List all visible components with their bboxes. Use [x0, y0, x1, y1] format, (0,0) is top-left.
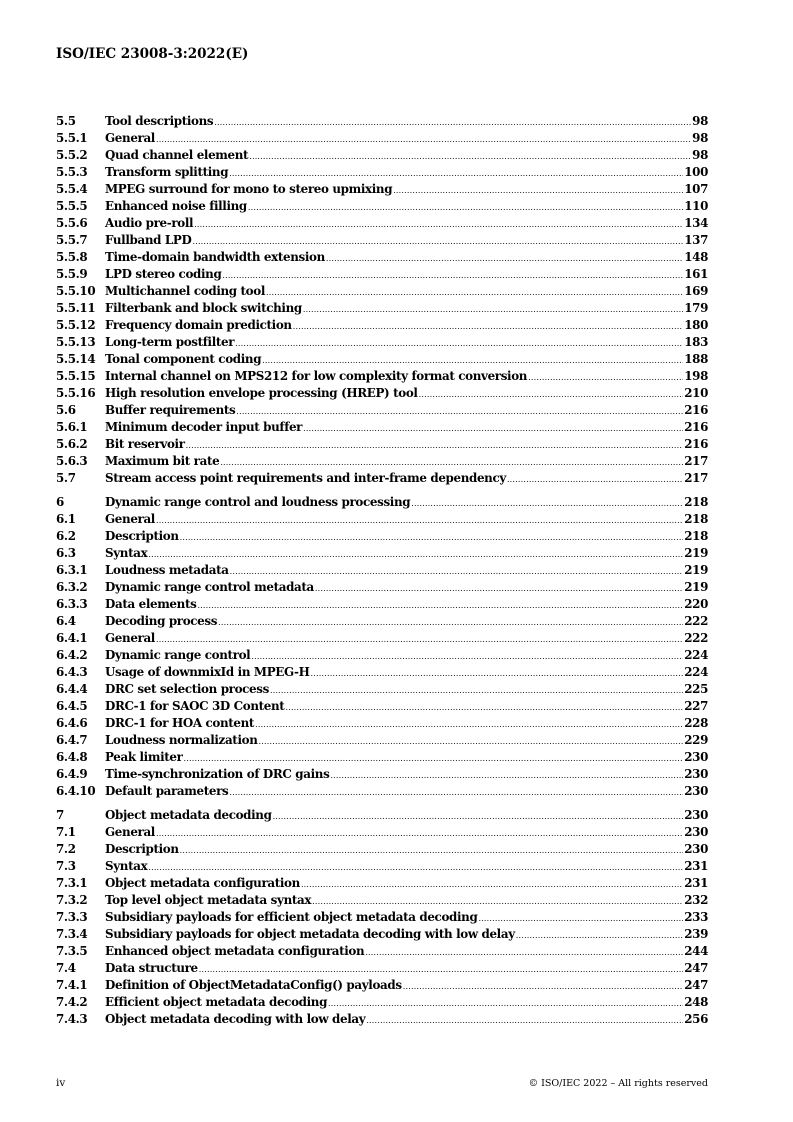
toc-entry-number: 6.4.10	[56, 784, 96, 798]
toc-entry-page: 216	[684, 420, 708, 434]
toc-entry-number: 5.5.1	[56, 131, 88, 145]
toc-entry-title: Internal channel on MPS212 for low complexity format conversion	[105, 369, 528, 383]
toc-entry[interactable]	[56, 579, 708, 596]
toc-entry-title: Filterbank and block switching	[105, 301, 302, 315]
toc-entry-number: 6	[56, 495, 64, 509]
toc-dot-leader	[478, 910, 683, 927]
toc-entry-title: Audio pre-roll	[105, 216, 194, 230]
toc-entry-page: 216	[684, 403, 708, 417]
toc-entry[interactable]	[56, 943, 708, 960]
toc-entry-number: 6.2	[56, 529, 76, 543]
toc-entry-page: 180	[684, 318, 708, 332]
toc-entry-page: 219	[684, 546, 708, 560]
toc-entry-page: 218	[684, 529, 708, 543]
toc-entry-title: MPEG surround for mono to stereo upmixing	[105, 182, 393, 196]
toc-entry-page: 231	[684, 876, 708, 890]
toc-entry-title: General	[105, 131, 155, 145]
toc-entry-title: Usage of downmixId in MPEG-H	[105, 665, 310, 679]
toc-dot-leader	[516, 927, 683, 944]
toc-entry-title: Definition of ObjectMetadataConfig() payloads	[105, 978, 402, 992]
toc-dot-leader	[229, 784, 683, 801]
toc-entry-page: 224	[684, 648, 708, 662]
toc-entry-number: 7.3	[56, 859, 76, 873]
toc-entry-number: 6.1	[56, 512, 76, 526]
toc-entry-page: 227	[684, 699, 708, 713]
toc-entry-number: 6.3.2	[56, 580, 88, 594]
toc-entry-title: Syntax	[105, 859, 148, 873]
toc-dot-leader	[411, 495, 683, 512]
toc-dot-leader	[148, 859, 683, 876]
toc-dot-leader	[194, 216, 683, 233]
toc-entry-number: 5.5.8	[56, 250, 88, 264]
toc-entry-title: General	[105, 825, 155, 839]
toc-dot-leader	[197, 597, 683, 614]
toc-entry[interactable]	[56, 994, 708, 1011]
toc-entry-title: Dynamic range control and loudness processing	[105, 495, 411, 509]
toc-entry[interactable]	[56, 511, 708, 528]
toc-entry-number: 5.6	[56, 403, 76, 417]
toc-entry-number: 7.3.5	[56, 944, 88, 958]
page-number: iv	[56, 1077, 66, 1089]
toc-entry-page: 210	[684, 386, 708, 400]
toc-entry-number: 7.2	[56, 842, 76, 856]
toc-entry[interactable]	[56, 453, 708, 470]
toc-entry-title: DRC-1 for SAOC 3D Content	[105, 699, 285, 713]
toc-dot-leader	[214, 114, 691, 131]
toc-entry-page: 231	[684, 859, 708, 873]
toc-entry[interactable]	[56, 807, 708, 824]
toc-dot-leader	[270, 682, 683, 699]
toc-entry-page: 230	[684, 750, 708, 764]
toc-dot-leader	[303, 301, 683, 318]
toc-dot-leader	[365, 944, 683, 961]
toc-entry-page: 230	[684, 825, 708, 839]
toc-entry[interactable]	[56, 732, 708, 749]
toc-entry[interactable]	[56, 647, 708, 664]
toc-entry[interactable]	[56, 130, 708, 147]
toc-entry-title: Minimum decoder input buffer	[105, 420, 303, 434]
toc-entry-number: 7	[56, 808, 64, 822]
toc-entry-page: 107	[684, 182, 708, 196]
toc-entry[interactable]	[56, 436, 708, 453]
toc-entry[interactable]	[56, 494, 708, 511]
toc-dot-leader	[312, 893, 683, 910]
toc-entry-number: 6.4.5	[56, 699, 88, 713]
toc-entry-title: Multichannel coding tool	[105, 284, 266, 298]
toc-entry[interactable]	[56, 385, 708, 402]
toc-entry-title: Top level object metadata syntax	[105, 893, 312, 907]
toc-entry-number: 5.5.15	[56, 369, 96, 383]
toc-entry-title: LPD stereo coding	[105, 267, 222, 281]
toc-entry-number: 7.4.1	[56, 978, 88, 992]
toc-entry[interactable]	[56, 402, 708, 419]
toc-dot-leader	[156, 825, 683, 842]
toc-entry-title: Maximum bit rate	[105, 454, 220, 468]
toc-dot-leader	[235, 335, 683, 352]
toc-dot-leader	[222, 267, 683, 284]
toc-entry-title: Bit reservoir	[105, 437, 185, 451]
toc-dot-leader	[148, 546, 683, 563]
toc-dot-leader	[273, 808, 684, 825]
toc-entry-page: 218	[684, 495, 708, 509]
toc-entry-title: Dynamic range control metadata	[105, 580, 314, 594]
toc-entry-number: 7.3.2	[56, 893, 88, 907]
toc-entry[interactable]	[56, 232, 708, 249]
toc-dot-leader	[393, 182, 683, 199]
toc-dot-leader	[301, 876, 683, 893]
toc-entry[interactable]	[56, 147, 708, 164]
toc-dot-leader	[330, 767, 683, 784]
toc-entry[interactable]	[56, 198, 708, 215]
toc-entry-page: 222	[684, 631, 708, 645]
toc-dot-leader	[326, 250, 683, 267]
toc-dot-leader	[156, 631, 683, 648]
toc-entry-number: 6.4.8	[56, 750, 88, 764]
toc-entry[interactable]	[56, 317, 708, 334]
toc-entry[interactable]	[56, 858, 708, 875]
toc-dot-leader	[262, 352, 683, 369]
toc-entry-number: 7.3.3	[56, 910, 88, 924]
toc-entry-page: 169	[684, 284, 708, 298]
toc-entry-title: Stream access point requirements and inter-frame dependency	[105, 471, 506, 485]
toc-dot-leader	[248, 199, 683, 216]
toc-entry-title: Description	[105, 529, 179, 543]
toc-entry[interactable]	[56, 266, 708, 283]
toc-entry-title: Loudness metadata	[105, 563, 229, 577]
toc-entry-title: Enhanced noise filling	[105, 199, 247, 213]
toc-entry-number: 6.4.7	[56, 733, 88, 747]
toc-dot-leader	[293, 318, 684, 335]
toc-entry-page: 229	[684, 733, 708, 747]
toc-entry-number: 5.5.2	[56, 148, 88, 162]
toc-entry-number: 6.3.1	[56, 563, 88, 577]
toc-entry-number: 6.4	[56, 614, 76, 628]
toc-entry-page: 217	[684, 471, 708, 485]
toc-entry[interactable]	[56, 875, 708, 892]
toc-entry-page: 224	[684, 665, 708, 679]
toc-dot-leader	[156, 131, 691, 148]
toc-entry[interactable]	[56, 419, 708, 436]
toc-entry-number: 5.5.11	[56, 301, 96, 315]
toc-entry-number: 6.4.2	[56, 648, 88, 662]
toc-entry-number: 5.6.3	[56, 454, 88, 468]
toc-dot-leader	[180, 529, 684, 546]
toc-entry-page: 198	[684, 369, 708, 383]
toc-dot-leader	[507, 471, 683, 488]
toc-entry-number: 5.5.6	[56, 216, 88, 230]
toc-entry-title: Subsidiary payloads for object metadata decoding with low delay	[105, 927, 515, 941]
toc-entry-page: 247	[684, 978, 708, 992]
toc-entry-number: 6.4.9	[56, 767, 88, 781]
toc-entry-title: Time-domain bandwidth extension	[105, 250, 325, 264]
toc-entry-number: 5.5.5	[56, 199, 88, 213]
toc-dot-leader	[186, 437, 684, 454]
toc-section-group	[56, 494, 708, 800]
toc-entry[interactable]	[56, 283, 708, 300]
page-footer	[56, 1077, 708, 1089]
toc-entry[interactable]	[56, 749, 708, 766]
toc-entry-page: 216	[684, 437, 708, 451]
toc-entry-title: DRC-1 for HOA content	[105, 716, 255, 730]
toc-entry-title: Time-synchronization of DRC gains	[105, 767, 330, 781]
toc-entry-page: 232	[684, 893, 708, 907]
toc-entry-title: Enhanced object metadata configuration	[105, 944, 365, 958]
toc-entry[interactable]	[56, 783, 708, 800]
toc-section-group	[56, 113, 708, 487]
toc-entry-title: Fullband LPD	[105, 233, 192, 247]
toc-entry-page: 110	[684, 199, 708, 213]
toc-entry[interactable]	[56, 562, 708, 579]
toc-entry-page: 222	[684, 614, 708, 628]
toc-dot-leader	[255, 716, 683, 733]
toc-entry-number: 7.4.3	[56, 1012, 88, 1026]
toc-entry-number: 6.4.3	[56, 665, 88, 679]
toc-entry-page: 230	[684, 784, 708, 798]
toc-entry[interactable]	[56, 766, 708, 783]
toc-entry-page: 248	[684, 995, 708, 1009]
toc-dot-leader	[249, 148, 691, 165]
toc-entry-page: 244	[684, 944, 708, 958]
toc-entry[interactable]	[56, 613, 708, 630]
toc-entry-page: 219	[684, 580, 708, 594]
toc-entry-number: 5.7	[56, 471, 76, 485]
copyright-notice: © ISO/IEC 2022 – All rights reserved	[528, 1078, 708, 1089]
toc-section-group	[56, 807, 708, 1028]
toc-entry[interactable]	[56, 215, 708, 232]
toc-entry-title: DRC set selection process	[105, 682, 269, 696]
toc-dot-leader	[230, 563, 684, 580]
toc-entry[interactable]	[56, 334, 708, 351]
table-of-contents	[56, 113, 708, 1028]
toc-dot-leader	[285, 699, 683, 716]
toc-dot-leader	[328, 995, 683, 1012]
toc-entry[interactable]	[56, 1011, 708, 1028]
toc-entry-number: 5.5.14	[56, 352, 96, 366]
toc-entry-number: 6.3.3	[56, 597, 88, 611]
toc-entry[interactable]	[56, 545, 708, 562]
toc-entry[interactable]	[56, 368, 708, 385]
toc-entry-page: 98	[692, 131, 708, 145]
toc-entry-title: Data structure	[105, 961, 198, 975]
toc-entry-title: Subsidiary payloads for efficient object metadata decoding	[105, 910, 478, 924]
toc-dot-leader	[199, 961, 683, 978]
toc-entry-page: 239	[684, 927, 708, 941]
toc-entry-title: Default parameters	[105, 784, 229, 798]
toc-entry-title: Efficient object metadata decoding	[105, 995, 328, 1009]
toc-entry-page: 179	[684, 301, 708, 315]
toc-entry-page: 134	[684, 216, 708, 230]
toc-entry-title: Loudness normalization	[105, 733, 258, 747]
toc-entry[interactable]	[56, 181, 708, 198]
toc-entry-title: Transform splitting	[105, 165, 229, 179]
toc-entry-number: 5.6.1	[56, 420, 88, 434]
toc-entry[interactable]	[56, 681, 708, 698]
toc-dot-leader	[528, 369, 683, 386]
toc-entry-page: 225	[684, 682, 708, 696]
toc-entry-number: 5.5.10	[56, 284, 96, 298]
toc-entry-page: 256	[684, 1012, 708, 1026]
toc-entry-page: 183	[684, 335, 708, 349]
toc-entry[interactable]	[56, 824, 708, 841]
toc-entry-number: 5.5	[56, 114, 76, 128]
toc-entry[interactable]	[56, 715, 708, 732]
toc-dot-leader	[303, 420, 683, 437]
toc-entry[interactable]	[56, 164, 708, 181]
toc-dot-leader	[315, 580, 683, 597]
toc-entry-title: Dynamic range control	[105, 648, 251, 662]
toc-entry-page: 98	[692, 148, 708, 162]
toc-entry-title: Data elements	[105, 597, 197, 611]
toc-dot-leader	[366, 1012, 683, 1029]
toc-entry-page: 98	[692, 114, 708, 128]
toc-entry[interactable]	[56, 960, 708, 977]
toc-entry-number: 5.5.9	[56, 267, 88, 281]
toc-entry-number: 5.5.4	[56, 182, 88, 196]
toc-dot-leader	[259, 733, 684, 750]
toc-entry-page: 218	[684, 512, 708, 526]
toc-entry-number: 6.4.1	[56, 631, 88, 645]
toc-entry-page: 217	[684, 454, 708, 468]
toc-entry-number: 5.5.16	[56, 386, 96, 400]
toc-dot-leader	[419, 386, 684, 403]
toc-dot-leader	[229, 165, 683, 182]
toc-dot-leader	[156, 512, 683, 529]
toc-entry-page: 220	[684, 597, 708, 611]
toc-entry[interactable]	[56, 249, 708, 266]
toc-dot-leader	[251, 648, 683, 665]
toc-entry-title: High resolution envelope processing (HREP) tool	[105, 386, 418, 400]
toc-entry-number: 6.3	[56, 546, 76, 560]
toc-entry-title: Tool descriptions	[105, 114, 214, 128]
toc-entry[interactable]	[56, 630, 708, 647]
toc-entry-page: 230	[684, 808, 708, 822]
toc-entry-title: Tonal component coding	[105, 352, 262, 366]
toc-entry-page: 230	[684, 767, 708, 781]
toc-entry-number: 7.4	[56, 961, 76, 975]
toc-entry-title: Syntax	[105, 546, 148, 560]
toc-dot-leader	[184, 750, 684, 767]
toc-entry-number: 5.6.2	[56, 437, 88, 451]
toc-entry[interactable]	[56, 841, 708, 858]
toc-entry[interactable]	[56, 926, 708, 943]
toc-entry-title: Long-term postfilter	[105, 335, 235, 349]
toc-dot-leader	[180, 842, 684, 859]
toc-entry-number: 6.4.4	[56, 682, 88, 696]
toc-entry-number: 7.4.2	[56, 995, 88, 1009]
toc-entry-title: Object metadata decoding	[105, 808, 272, 822]
toc-entry-title: General	[105, 512, 155, 526]
toc-entry-title: Buffer requirements	[105, 403, 236, 417]
toc-entry-title: Description	[105, 842, 179, 856]
toc-entry[interactable]	[56, 351, 708, 368]
toc-dot-leader	[403, 978, 684, 995]
toc-dot-leader	[192, 233, 683, 250]
toc-dot-leader	[236, 403, 683, 420]
toc-entry-page: 228	[684, 716, 708, 730]
toc-entry-page: 137	[684, 233, 708, 247]
toc-entry[interactable]	[56, 977, 708, 994]
toc-entry-number: 7.3.4	[56, 927, 88, 941]
toc-entry-page: 219	[684, 563, 708, 577]
toc-dot-leader	[220, 454, 683, 471]
toc-entry[interactable]	[56, 698, 708, 715]
toc-dot-leader	[266, 284, 683, 301]
toc-entry[interactable]	[56, 664, 708, 681]
toc-entry-title: Peak limiter	[105, 750, 183, 764]
toc-entry[interactable]	[56, 470, 708, 487]
toc-entry-title: General	[105, 631, 155, 645]
toc-entry-title: Object metadata configuration	[105, 876, 300, 890]
toc-entry-title: Object metadata decoding with low delay	[105, 1012, 366, 1026]
toc-entry-number: 6.4.6	[56, 716, 88, 730]
toc-entry-page: 148	[684, 250, 708, 264]
toc-entry-number: 7.3.1	[56, 876, 88, 890]
toc-entry-page: 188	[684, 352, 708, 366]
toc-entry-number: 5.5.7	[56, 233, 88, 247]
toc-entry-page: 230	[684, 842, 708, 856]
toc-entry-page: 100	[684, 165, 708, 179]
document-id-header: ISO/IEC 23008-3:2022(E)	[56, 46, 249, 62]
toc-entry-title: Frequency domain prediction	[105, 318, 292, 332]
toc-entry-number: 7.1	[56, 825, 76, 839]
toc-entry-page: 161	[684, 267, 708, 281]
toc-entry[interactable]	[56, 909, 708, 926]
toc-entry[interactable]	[56, 113, 708, 130]
toc-entry-page: 247	[684, 961, 708, 975]
toc-dot-leader	[311, 665, 684, 682]
toc-entry[interactable]	[56, 596, 708, 613]
toc-entry-number: 5.5.12	[56, 318, 96, 332]
toc-entry-number: 5.5.13	[56, 335, 96, 349]
toc-entry-number: 5.5.3	[56, 165, 88, 179]
toc-entry[interactable]	[56, 300, 708, 317]
toc-entry-title: Decoding process	[105, 614, 218, 628]
toc-dot-leader	[218, 614, 683, 631]
toc-entry-title: Quad channel element	[105, 148, 249, 162]
toc-entry[interactable]	[56, 892, 708, 909]
toc-entry[interactable]	[56, 528, 708, 545]
toc-entry-page: 233	[684, 910, 708, 924]
